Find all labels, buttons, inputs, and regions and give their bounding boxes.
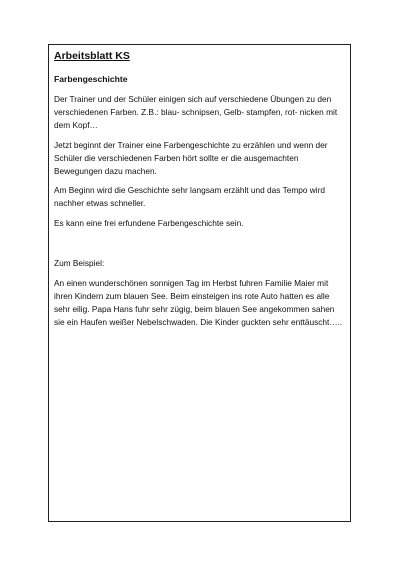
worksheet-box (48, 44, 351, 522)
example-heading: Zum Beispiel: (54, 258, 105, 269)
section-spacer (54, 237, 345, 257)
instruction-paragraph-3: Am Beginn wird die Geschichte sehr langsam erzählt und das Tempo wird nachher etwas schneller. (54, 185, 326, 209)
instruction-paragraph-4: Es kann eine frei erfundene Farbengeschichte sein. (54, 218, 244, 229)
example-story: An einen wunderschönen sonnigen Tag im Herbst fuhren Familie Maier mit ihren Kindern zum blauen See. Beim einsteigen ins rote Auto hatten es alle sehr eilig. Papa Hans fuhr sehr zügig, beim blauen See angekommen sahen sie ein Haufen weißer Nebelschwaden. Die Kinder guckten sehr enttäuscht….. (54, 278, 343, 327)
worksheet-title: Arbeitsblatt KS (54, 50, 130, 62)
worksheet-subtitle: Farbengeschichte (54, 74, 128, 84)
instruction-paragraph-2: Jetzt beginnt der Trainer eine Farbengeschichte zu erzählen und wenn der Schüler die verschiedenen Farben hört sollte er die ausgemachten Bewegungen dazu machen. (54, 139, 328, 176)
instruction-paragraph-1: Der Trainer und der Schüler einigen sich auf verschiedene Übungen zu den verschiedenen Farben. Z.B.: blau- schnipsen, Gelb- stampfen, rot- nicken mit dem Kopf… (54, 94, 338, 130)
